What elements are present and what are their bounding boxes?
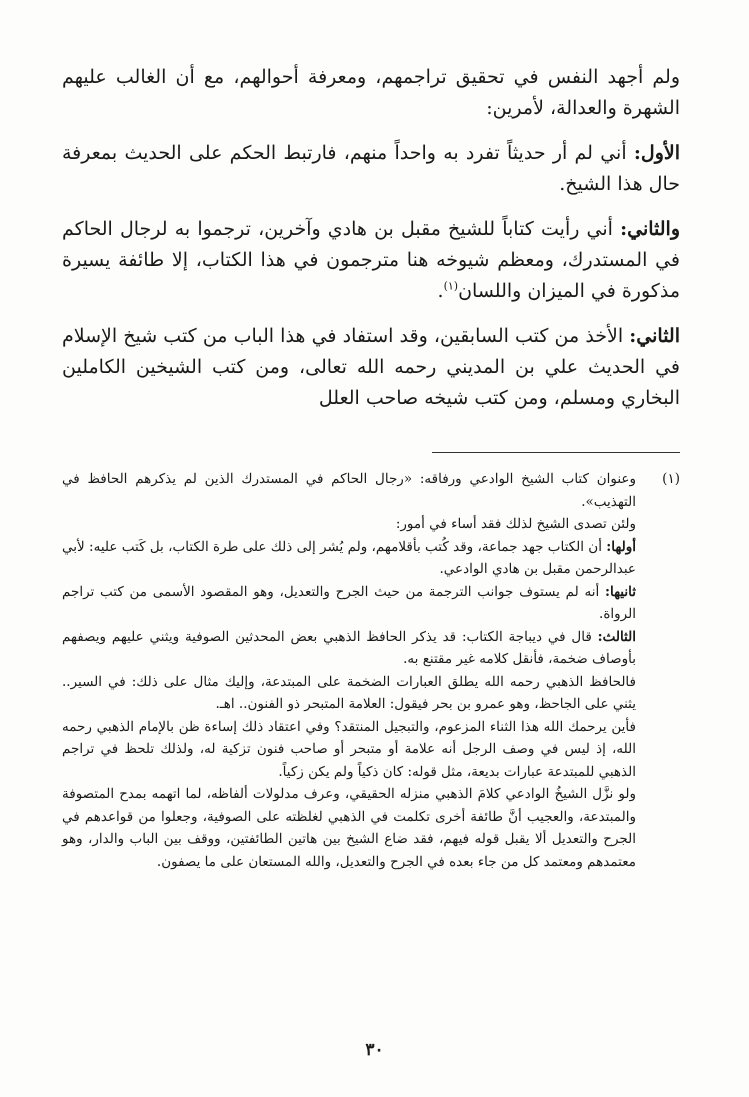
- footnote-paragraph: ثانيها: أنه لم يستوف جوانب الترجمة من حيث الجرح والتعديل، وهو المقصود الأسمى من كتب تراجم الرواة.: [62, 583, 636, 622]
- lead-word: ثانيها:: [604, 583, 636, 600]
- paragraph-second-method: الثاني: الأخذ من كتب السابقين، وقد استفاد في هذا الباب من كتب شيخ الإسلام في الحديث علي بن المديني رحمه الله تعالى، ومن كتب الشيخين الكاملين البخاري ومسلم، ومن كتب شيخه صاحب العلل: [62, 325, 680, 409]
- paragraph-first-reason: الأول: أني لم أر حديثاً تفرد به واحداً منهم، فارتبط الحكم على الحديث بمعرفة حال هذا الشيخ.: [62, 142, 680, 195]
- lead-word: والثاني:: [620, 218, 680, 240]
- paragraph-second-reason: والثاني: أني رأيت كتاباً للشيخ مقبل بن هادي وآخرين، ترجموا به لرجال الحاكم في المستدرك، ومعظم شيوخه هنا مترجمون في هذا الكتاب، إلا طائفة يسيرة مذكورة في الميزان واللسان$^{(١)}$.: [62, 218, 680, 302]
- lead-word: الثاني:: [629, 325, 680, 347]
- footnote-number: (١): [662, 471, 680, 487]
- footnote-1: [62, 468, 680, 513]
- footnote-divider: [432, 452, 680, 453]
- main-text: [62, 62, 680, 428]
- footnote-paragraph: فأين يرحمك الله هذا الثناء المزعوم، والتبجيل المنتقد؟ وفي اعتقاد ذلك إساءة ظن بالإمام الذهبي رحمه الله، إذ ليس في وصف الرجل أنه علامة أو متبحر أو صاحب فنون تزكية له، ولذلك تلحظ في تراجم الذهبي للمبتدعة عبارات بديعة، مثل قوله: كان ذكياً ولم يكن زكياً.: [62, 718, 636, 780]
- page-number: ٣٠: [365, 1040, 384, 1060]
- lead-word: أولها:: [606, 538, 636, 555]
- footnotes: [62, 468, 680, 873]
- footnote-paragraph: ولو نزَّل الشيخُ الوادعي كلامَ الذهبي منزله الحقيقي، وعرف مدلولات ألفاظه، لما اتهمه بمدح المتصوفة والمبتدعة، والعجيب أنَّ طائفة أخرى تكلمت في الذهبي لغلظته على الصوفية، وجعلوا من قواعدهم في الجرح والتعديل ألا يقبل قوله فيهم، فقد ضاع الشيخ بين هاتين الطائفتين، ووقف بين الباب والدار، وهو معتمدهم ومعتمد كل من جاء بعده في الجرح والتعديل، والله المستعان على ما يصفون.: [62, 786, 636, 870]
- footnote-paragraph: ولئن تصدى الشيخ لذلك فقد أساء في أمور:: [395, 516, 636, 532]
- lead-word: الأول:: [633, 142, 680, 164]
- footnote-paragraph: فالحافظ الذهبي رحمه الله يطلق العبارات الضخمة على المبتدعة، وإليك مثال على ذلك: في السير.. يثني على الجاحظ، وهو عمرو بن بحر فيقول: العلامة المتبحر ذو الفنون.. اهـ.: [62, 673, 636, 712]
- footnote-paragraph: الثالث: قال في ديباجة الكتاب: قد يذكر الحافظ الذهبي بعض المحدثين الصوفية ويثني عليهم ويصفهم بأوصاف ضخمة، فأنقل كلامه غير مقتنع به.: [62, 628, 636, 667]
- footnote-title-line: وعنوان كتاب الشيخ الوادعي ورفاقه: «رجال الحاكم في المستدرك الذين لم يذكرهم الحافظ في التهذيب».: [62, 471, 636, 510]
- paragraph-intro: ولم أجهد النفس في تحقيق تراجمهم، ومعرفة أحوالهم، مع أن الغالب عليهم الشهرة والعدالة، لأمرين:: [62, 66, 680, 119]
- footnote-paragraph: أولها: أن الكتاب جهد جماعة، وقد كُتب بأقلامهم، ولم يُشر إلى ذلك على طرة الكتاب، بل كَتب عليه: لأبي عبدالرحمن مقبل بن هادي الوادعي.: [62, 538, 636, 577]
- footnote-reference[interactable]: (١): [443, 279, 459, 293]
- lead-word: الثالث:: [597, 628, 636, 645]
